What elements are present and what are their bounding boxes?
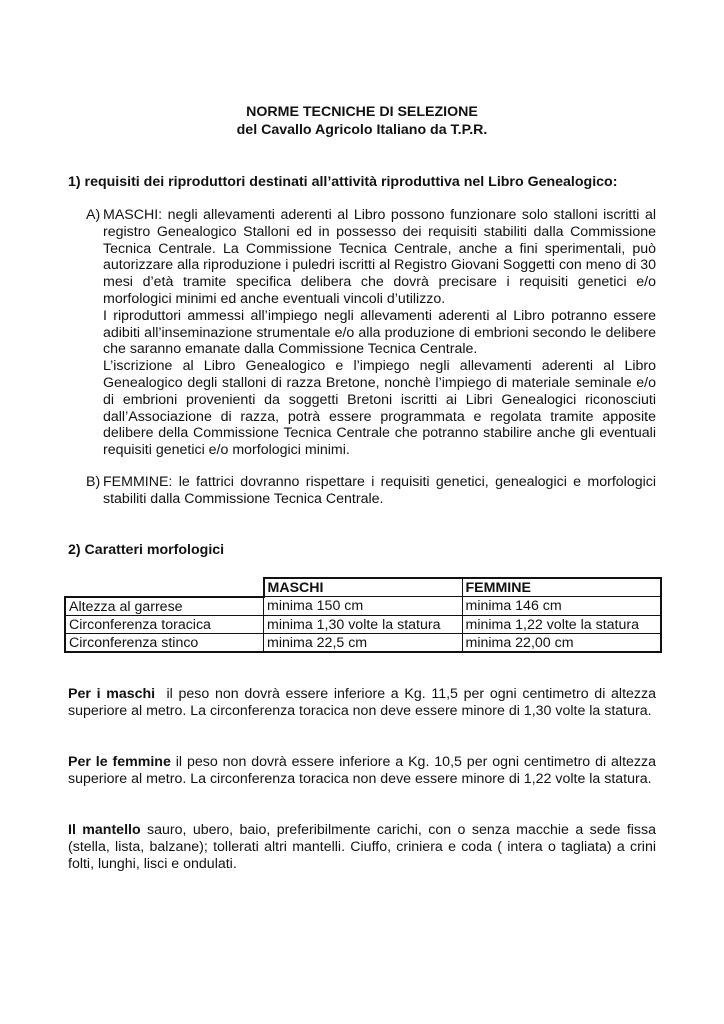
paragraph-mantello-text: sauro, ubero, baio, preferibilmente carichi, con o senza macchie a sede fissa (stella, lista, balzane); tollerati altri mantelli. Ciuffo, criniera e coda ( intera o tagliata) a crini folti, lunghi, lisci e ondulati. bbox=[68, 822, 656, 872]
table-cell: minima 1,30 volte la statura bbox=[264, 615, 463, 633]
table-header-cell: FEMMINE bbox=[462, 578, 661, 597]
table-cell: minima 150 cm bbox=[264, 597, 463, 616]
item-b-marker: B) bbox=[86, 474, 101, 490]
morphology-table bbox=[64, 577, 662, 653]
paragraph-maschi-lead: Per i maschi bbox=[68, 686, 156, 702]
table-cell: minima 1,22 volte la statura bbox=[462, 615, 661, 633]
section-2-heading: 2) Caratteri morfologici bbox=[68, 542, 225, 558]
paragraph-mantello bbox=[68, 822, 656, 872]
table-cell: Circonferenza toracica bbox=[65, 615, 264, 633]
item-a-maschi bbox=[86, 207, 656, 459]
item-a-paragraph: I riproduttori ammessi all’impiego negli allevamenti aderenti al Libro potranno essere adibiti all’inseminazione strumentale e/o alla produzione di embrioni secondo le delibere che saranno emanate dalla Commissione Tecnica Centrale. bbox=[103, 307, 656, 358]
item-a-marker: A) bbox=[86, 207, 101, 223]
table-cell: minima 22,00 cm bbox=[462, 633, 661, 652]
table-header-cell: MASCHI bbox=[264, 578, 463, 597]
table-header-cell bbox=[65, 578, 264, 597]
document-title: NORME TECNICHE DI SELEZIONE bbox=[246, 104, 478, 120]
paragraph-maschi bbox=[68, 686, 660, 720]
item-a-body bbox=[103, 207, 656, 459]
item-b-body bbox=[103, 474, 656, 508]
table-header-row bbox=[65, 578, 661, 597]
paragraph-femmine bbox=[68, 754, 656, 788]
item-b-paragraph: FEMMINE: le fattrici dovranno rispettare i requisiti genetici, genealogici e morfologici stabiliti dalla Commissione Tecnica Centrale. bbox=[103, 474, 656, 507]
paragraph-femmine-text: il peso non dovrà essere inferiore a Kg. 10,5 per ogni centimetro di altezza superiore al metro. La circonferenza toracica non deve essere minore di 1,22 volte la statura. bbox=[68, 754, 656, 787]
section-1-heading: 1) requisiti dei riproduttori destinati all’attività riproduttiva nel Libro Genealogico: bbox=[68, 174, 618, 190]
paragraph-femmine-lead: Per le femmine bbox=[68, 754, 171, 770]
table-row bbox=[65, 633, 661, 652]
table-row bbox=[65, 615, 661, 633]
item-a-paragraph: MASCHI: negli allevamenti aderenti al Libro possono funzionare solo stalloni iscritti al registro Genealogico Stalloni ed in possesso dei requisiti stabiliti dalla Commissione Tecnica Centrale. La Commissione Tecnica Centrale, anche a fini sperimentali, può autorizzare alla riproduzione i puledri iscritti al Registro Giovani Soggetti con meno di 30 mesi d’età tramite specifica delibera che dovrà precisare i requisiti genetici e/o morfologici minimi ed anche eventuali vincoli d’utilizzo. bbox=[103, 207, 656, 307]
document-subtitle: del Cavallo Agricolo Italiano da T.P.R. bbox=[236, 122, 488, 138]
table-cell: minima 22,5 cm bbox=[264, 633, 463, 652]
item-b-femmine bbox=[86, 474, 656, 508]
table-row bbox=[65, 597, 661, 616]
table-cell: minima 146 cm bbox=[462, 597, 661, 616]
table-cell: Circonferenza stinco bbox=[65, 633, 264, 652]
table-cell: Altezza al garrese bbox=[65, 597, 264, 616]
paragraph-maschi-text: il peso non dovrà essere inferiore a Kg. 11,5 per ogni centimetro di altezza superiore al metro. La circonferenza toracica non deve essere minore di 1,30 volte la statura. bbox=[68, 686, 660, 719]
paragraph-mantello-lead: Il mantello bbox=[68, 822, 141, 838]
item-a-paragraph: L’iscrizione al Libro Genealogico e l’impiego negli allevamenti aderenti al Libro Genealogico degli stalloni di razza Bretone, nonchè l’impiego di materiale seminale e/o di embrioni provenienti da soggetti Bretoni iscritti ai Libri Genealogici riconosciuti dall’Associazione di razza, potrà essere programmata e regolata tramite apposite delibere della Commissione Tecnica Centrale che potranno stabilire anche gli eventuali requisiti genetici e/o morfologici minimi. bbox=[103, 358, 656, 459]
